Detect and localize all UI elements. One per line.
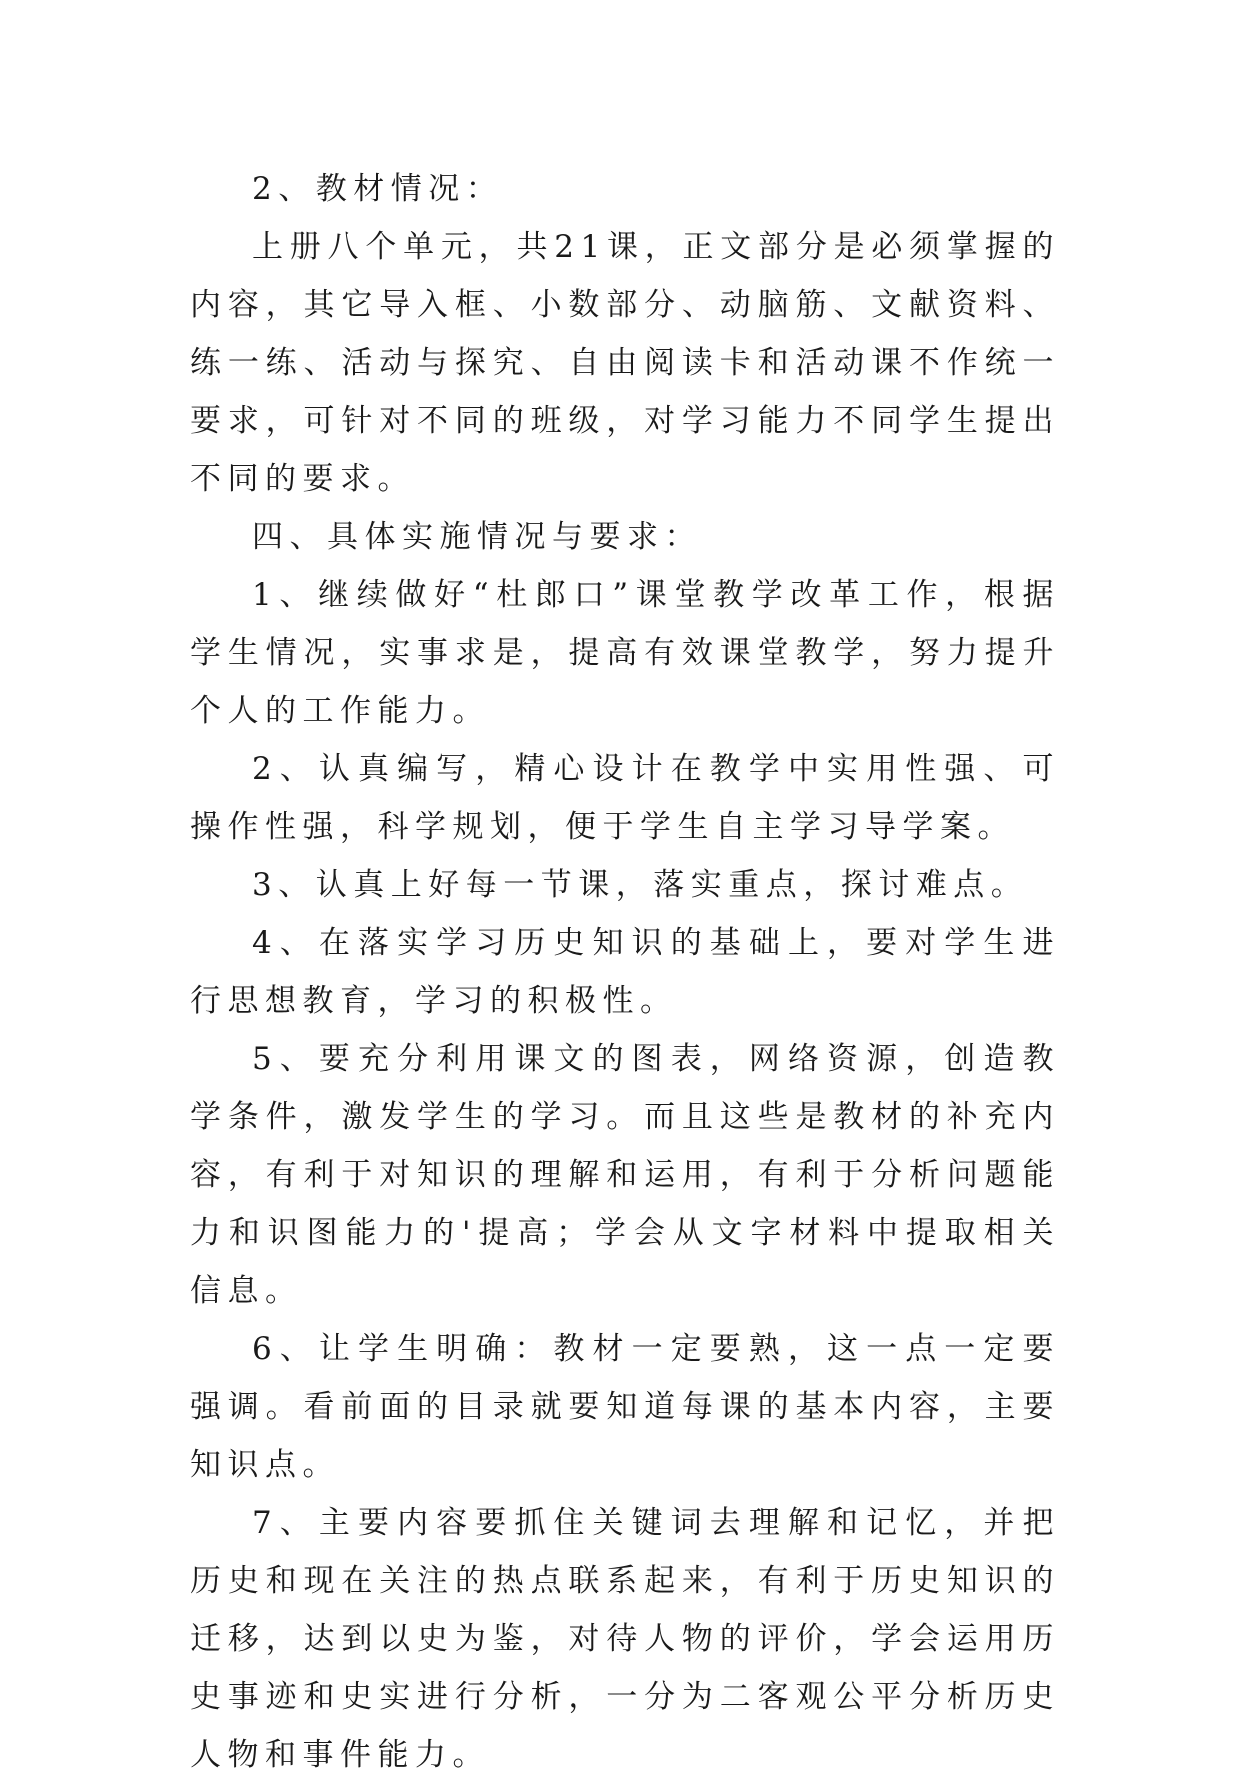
paragraph-item-3: 3、认真上好每一节课，落实重点，探讨难点。 [252, 867, 1029, 903]
paragraph-item-5: 5、要充分利用课文的图表，网络资源，创造教学条件，激发学生的学习。而且这些是教材的补充内容，有利于对知识的理解和运用，有利于分析问题能力和识图能力的'提高；学会从文字材料中提取相关信息。 [190, 1041, 1060, 1309]
document-body [190, 160, 1060, 1784]
paragraph-item-2: 2、认真编写，精心设计在教学中实用性强、可操作性强，科学规划，便于学生自主学习导学案。 [190, 751, 1060, 845]
paragraph-textbook-heading: 2、教材情况： [252, 171, 504, 207]
paragraph-item-7: 7、主要内容要抓住关键词去理解和记忆，并把历史和现在关注的热点联系起来，有利于历史知识的迁移，达到以史为鉴，对待人物的评价，学会运用历史事迹和史实进行分析，一分为二客观公平分析历史人物和事件能力。 [190, 1505, 1060, 1773]
paragraph-item-4: 4、在落实学习历史知识的基础上，要对学生进行思想教育，学习的积极性。 [190, 925, 1060, 1019]
paragraph-item-1: 1、继续做好“杜郎口”课堂教学改革工作，根据学生情况，实事求是，提高有效课堂教学，努力提升个人的工作能力。 [190, 577, 1060, 729]
paragraph-implementation-heading: 四、具体实施情况与要求： [252, 519, 702, 555]
paragraph-textbook-description: 上册八个单元，共21课，正文部分是必须掌握的内容，其它导入框、小数部分、动脑筋、文献资料、练一练、活动与探究、自由阅读卡和活动课不作统一要求，可针对不同的班级，对学习能力不同学生提出不同的要求。 [190, 229, 1060, 497]
paragraph-item-6: 6、让学生明确：教材一定要熟，这一点一定要强调。看前面的目录就要知道每课的基本内容，主要知识点。 [190, 1331, 1060, 1483]
